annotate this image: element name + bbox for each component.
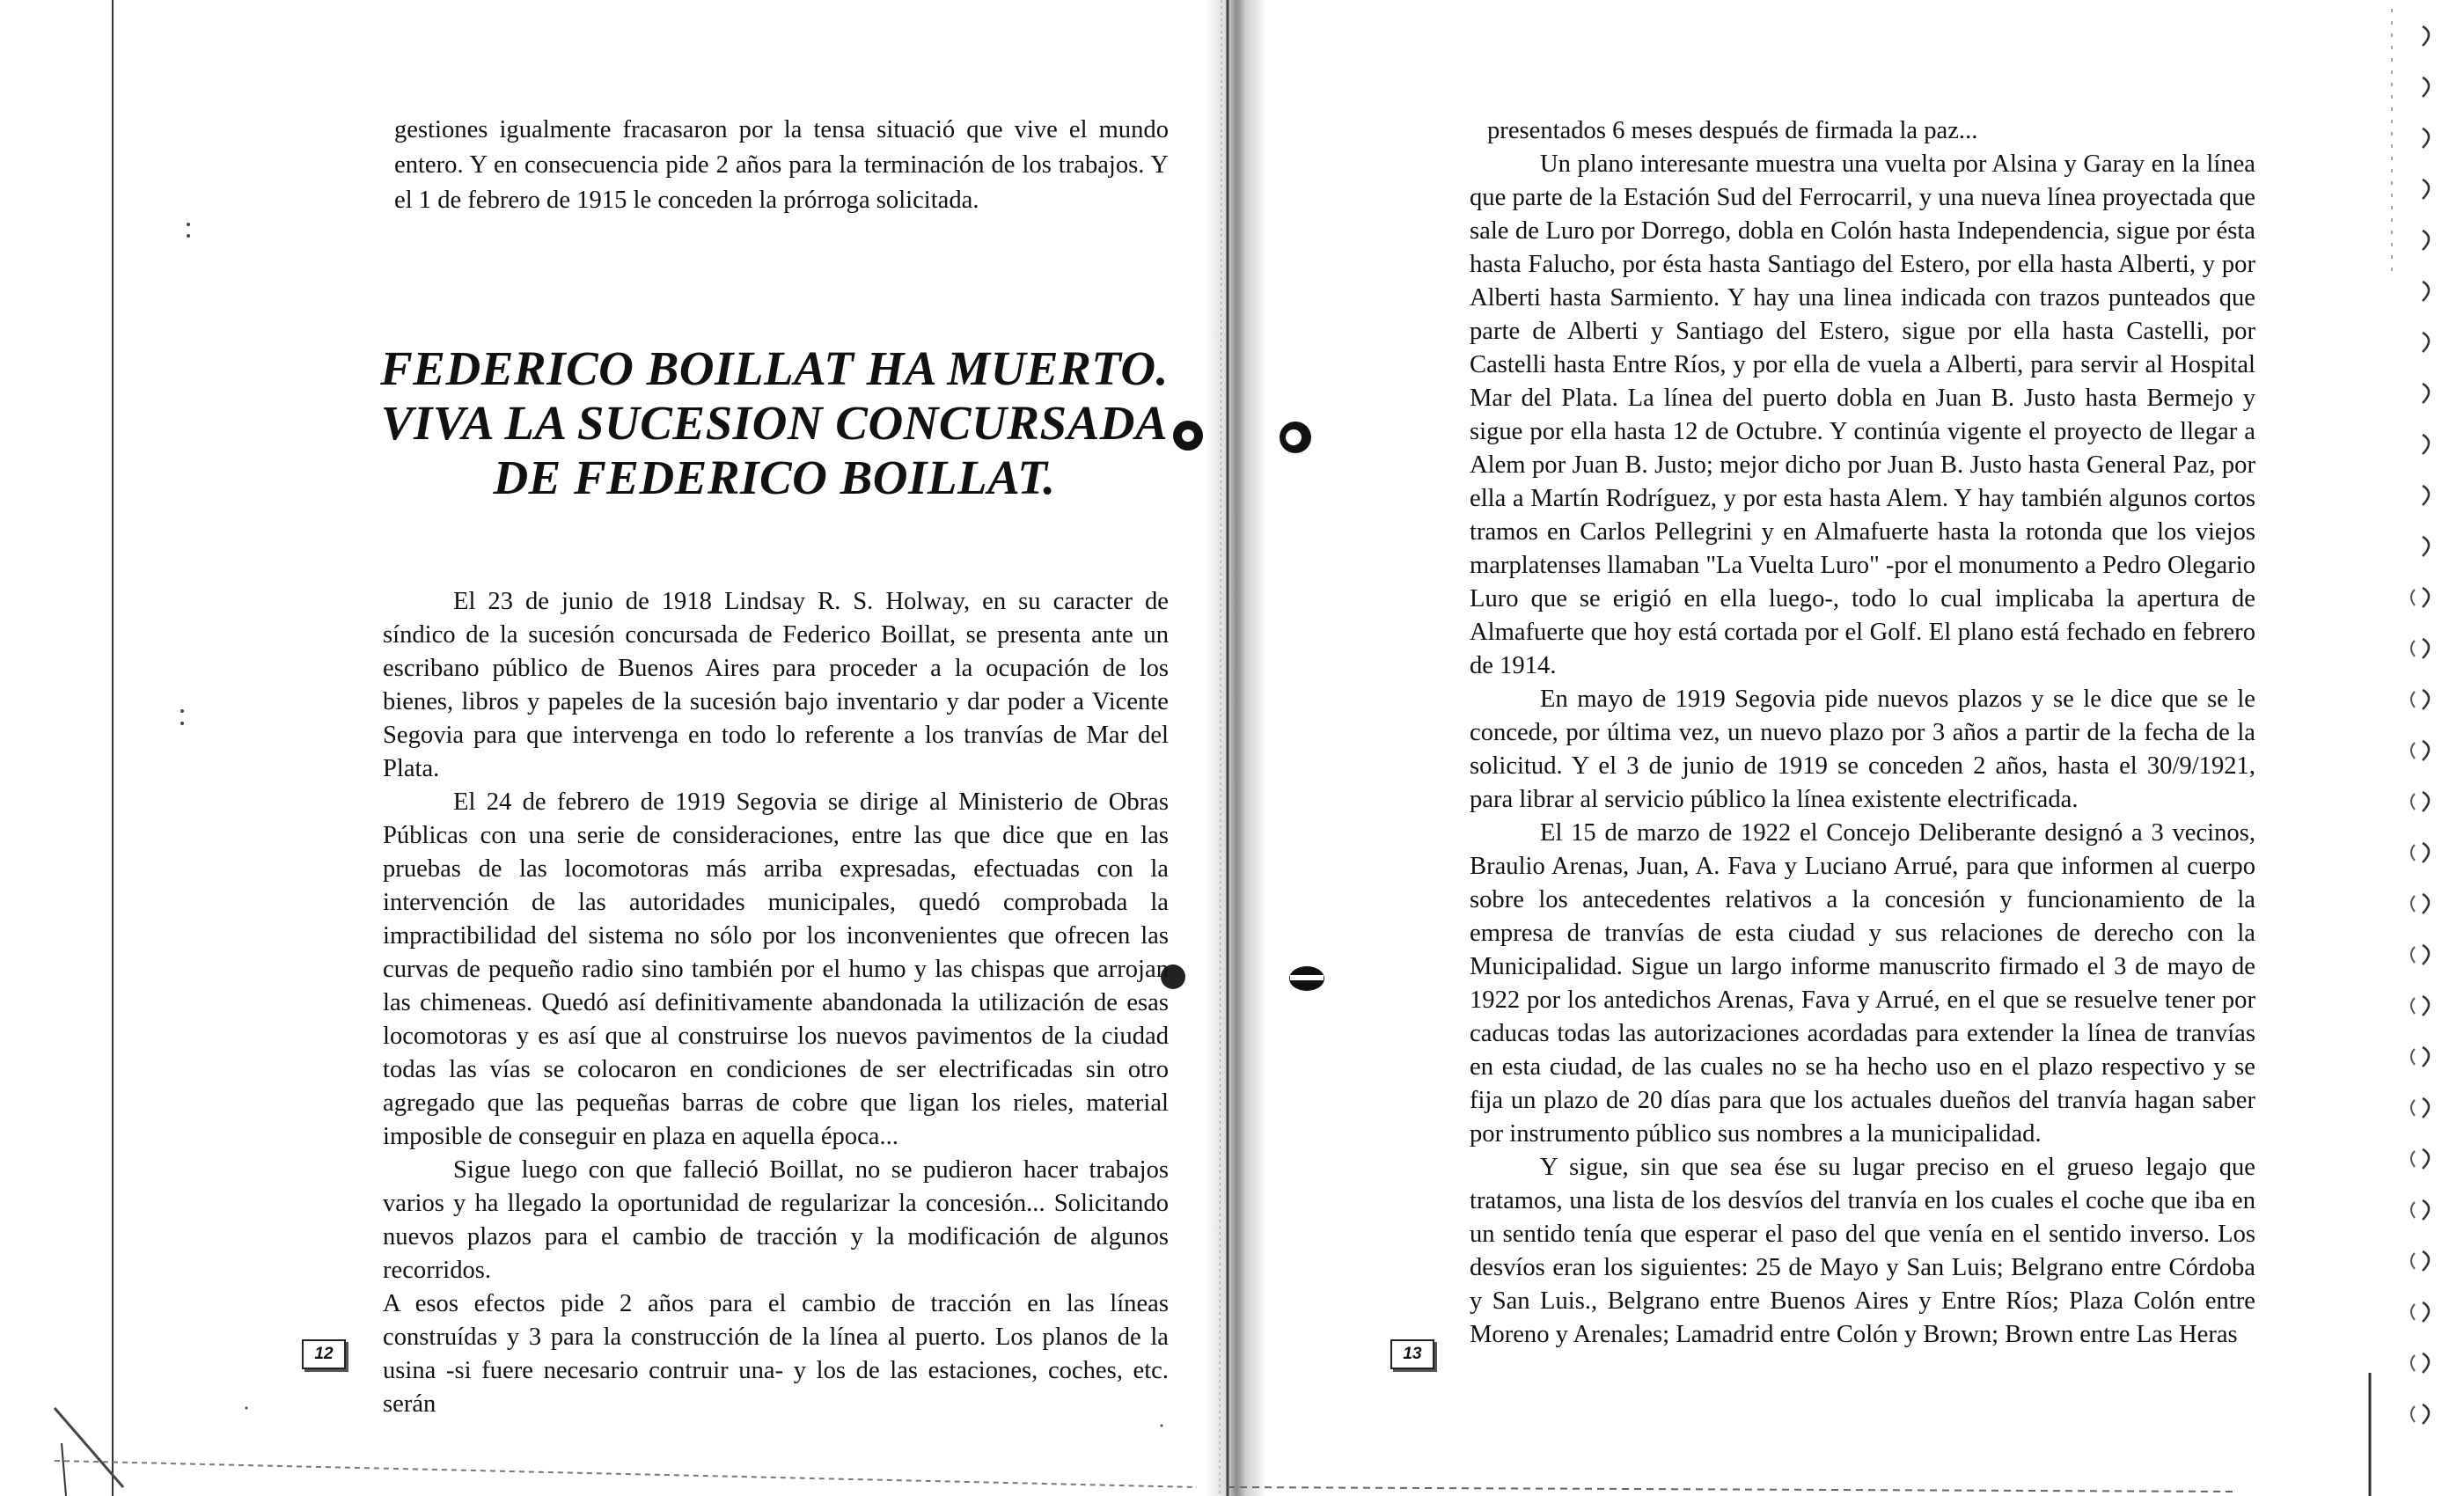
binding-ring-mark bbox=[2423, 1353, 2429, 1373]
binding-ring-mark bbox=[2423, 588, 2429, 607]
paragraph: El 23 de junio de 1918 Lindsay R. S. Holway, en su caracter de síndico de la sucesión concursada de Federico Boillat, se presenta ante un escribano público de Buenos Aires para proceder a la ocupación de los bienes, libros y papeles de la sucesión bajo inventario y dar poder a Vicente Segovia para que intervenga en todo lo referente a los tranvías de Mar del Plata. bbox=[383, 588, 1169, 782]
binding-ring-mark bbox=[2423, 1302, 2429, 1322]
paragraph: El 15 de marzo de 1922 el Concejo Deliberante designó a 3 vecinos, Braulio Arenas, Juan, A. Fava y Luciano Arrué, para que informen al cuerpo sobre los antecedentes relativos a la concesión y funcionamiento de la empresa de tranvías de esta ciudad y sus relaciones de derecho con la Municipalidad. Sigue un largo informe manuscrito firmado el 3 de mayo de 1922 por los antedichos Arenas, Fava y Arrué, en el que se resuelve tener por caducas todas las autorizaciones acordadas para extender la línea de tranvías en esta ciudad, de las cuales no se ha hecho uso en el plazo respectivo y se fija un plazo de 20 días para que los actuales dueños del tranvía hagan saber por instrumento público sus nombres a la municipalidad. bbox=[1470, 819, 2255, 1148]
paragraph: presentados 6 meses después de firmada la paz... bbox=[1487, 117, 1978, 144]
binding-ring-mark bbox=[2411, 1202, 2415, 1218]
binding-ring-mark bbox=[2411, 1049, 2415, 1065]
binding-ring-mark bbox=[2411, 1304, 2415, 1320]
binding-ring-mark bbox=[2411, 1100, 2415, 1116]
binding-ring-mark bbox=[2411, 1355, 2415, 1371]
binding-ring-mark bbox=[2423, 1149, 2429, 1169]
binding-ring-mark bbox=[2423, 996, 2429, 1016]
binding-ring-mark bbox=[2423, 894, 2429, 913]
binding-ring-mark bbox=[2423, 1098, 2429, 1118]
binding-ring-mark bbox=[2411, 896, 2415, 912]
heading-line: FEDERICO BOILLAT HA MUERTO. bbox=[380, 341, 1169, 395]
binding-rings bbox=[2374, 9, 2453, 1496]
binding-ring-mark bbox=[2411, 1253, 2415, 1269]
paragraph: Y sigue, sin que sea ése su lugar preciso en el grueso legajo que tratamos, una lista de los desvíos del tranvía en los cuales el coche que iba en un sentido tenía que esperar el paso del que venía en el sentido inverso. Los desvíos eran los siguientes: 25 de Mayo y San Luis; Belgrano entre Córdoba y San Luis., Belgrano entre Buenos Aires y Entre Ríos; Plaza Colón entre Moreno y Arenales; Lamadrid entre Colón y Brown; Brown entre Las Heras bbox=[1470, 1154, 2255, 1348]
binding-ring-mark bbox=[2423, 282, 2429, 301]
binding-ring-mark bbox=[2411, 743, 2415, 759]
heading-line: VIVA LA SUCESION CONCURSADA bbox=[380, 396, 1169, 450]
binding-ring-mark bbox=[2411, 692, 2415, 708]
left-page-body bbox=[383, 585, 1169, 1421]
page-number: 13 bbox=[1390, 1339, 1434, 1369]
binding-ring-mark bbox=[2423, 945, 2429, 964]
binding-ring-mark bbox=[2423, 792, 2429, 811]
left-page bbox=[0, 0, 1228, 1496]
binding-ring-mark bbox=[2411, 1406, 2415, 1422]
binding-ring-mark bbox=[2411, 845, 2415, 861]
binding-ring-mark bbox=[2411, 947, 2415, 963]
binding-ring-mark bbox=[2423, 231, 2429, 250]
paragraph: gestiones igualmente fracasaron por la tensa situació que vive el mundo entero. Y en consecuencia pide 2 años para la terminación de los trabajos. Y el 1 de febrero de 1915 le conceden la prórroga solicitada. bbox=[394, 116, 1169, 214]
binding-ring-mark bbox=[2423, 486, 2429, 505]
binding-ring-mark bbox=[2423, 1200, 2429, 1220]
paragraph: En mayo de 1919 Segovia pide nuevos plazos y se le dice que se le concede, por última vez, un nuevo plazo por 3 años a partir de la fecha de la solicitud. Y el 3 de junio de 1919 se conceden 2 años, hasta el 30/9/1921, para librar al servicio público la línea existente electrificada. bbox=[1470, 686, 2255, 813]
binding-ring-mark bbox=[2423, 741, 2429, 760]
binding-ring-mark bbox=[2423, 26, 2429, 46]
paragraph: Un plano interesante muestra una vuelta por Alsina y Garay en la línea que parte de la Estación Sud del Ferrocarril, y una nueva línea proyectada que sale de Luro por Dorrego, dobla en Colón hasta Independencia, sigue por ésta hasta Falucho, por ésta hasta Santiago del Estero, por ella hasta Alberti, y por Alberti hasta Sarmiento. Y hay una linea indicada con trazos punteados que parte de Alberti y Santiago del Estero, sigue por ella hasta Castelli, por Castelli hasta Entre Ríos, y por ella de vuela a Alberti, para servir al Hospital Mar del Plata. La línea del puerto dobla en Juan B. Justo hasta Bermejo y sigue por ella hasta 12 de Octubre. Y continúa vigente el proyecto de llegar a Alem por Juan B. Justo; mejor dicho por Juan B. Justo hasta General Paz, por ella a Martín Rodríguez, y por esta hasta Alem. Y hay también algunos cortos tramos en Carlos Pellegrini y en Almafuerte hasta la rotonda que los viejos marplatenses llamaban "La Vuelta Luro" -por el monumento a Pedro Olegario Luro que se erigió en ella luego-, todo lo cual implicaba la apertura de Almafuerte que hoy está cortada por el Golf. El plano está fechado en febrero de 1914. bbox=[1470, 150, 2255, 679]
binding-ring-mark bbox=[2411, 998, 2415, 1014]
binding-ring-mark bbox=[2423, 128, 2429, 148]
paragraph: A esos efectos pide 2 años para el cambio de tracción en las líneas construídas y 3 para la construcción de la línea al puerto. Los planos de la usina -si fuere necesario contruir una- y los de las estaciones, coches, etc. serán bbox=[383, 1290, 1169, 1418]
binding-ring-mark bbox=[2423, 639, 2429, 658]
punch-hole bbox=[1289, 966, 1324, 991]
binding-ring-mark bbox=[2423, 843, 2429, 862]
binding-ring-mark bbox=[2411, 1151, 2415, 1167]
right-page-body bbox=[1470, 114, 2255, 1352]
binding-ring-mark bbox=[2423, 690, 2429, 709]
page-number: 12 bbox=[302, 1339, 346, 1369]
binding-ring-mark bbox=[2423, 1047, 2429, 1067]
paragraph: El 24 de febrero de 1919 Segovia se dirige al Ministerio de Obras Públicas con una serie de consideraciones, entre las que dice que en las pruebas de las locomotoras más arriba expresadas, efectuadas con la intervención de las autoridades municipales, quedó comprobada la impractibilidad del sistema no sólo por los inconvenientes que ofrecen las curvas de pequeño radio sino también por el humo y las chispas que arrojan las chimeneas. Quedó así definitivamente abandonada la utilización de esas locomotoras y es así que al construirse los nuevos pavimentos de la ciudad todas las vías se colocaron en condiciones de ser electrificadas sin otro agregado que las pequeñas barras de cobre que ligan los rieles, material imposible de conseguir en plaza en aquella época... bbox=[383, 788, 1169, 1150]
binding-ring-mark bbox=[2411, 590, 2415, 605]
punch-hole bbox=[1280, 422, 1311, 453]
binding-ring-mark bbox=[2423, 333, 2429, 352]
binding-ring-mark bbox=[2411, 794, 2415, 810]
binding-ring-mark bbox=[2423, 1251, 2429, 1271]
heading-line: DE FEDERICO BOILLAT. bbox=[493, 451, 1056, 504]
paragraph: Sigue luego con que falleció Boillat, no se pudieron hacer trabajos varios y ha llegado la oportunidad de regularizar la concesión... Solicitando nuevos plazos para el cambio de tracción y la modificación de algunos recorridos. bbox=[383, 1156, 1169, 1284]
binding-ring-mark bbox=[2423, 384, 2429, 403]
binding-ring-mark bbox=[2423, 435, 2429, 454]
binding-ring-mark bbox=[2423, 180, 2429, 199]
binding-ring-mark bbox=[2411, 641, 2415, 656]
chapter-heading bbox=[378, 341, 1170, 505]
binding-ring-mark bbox=[2423, 1404, 2429, 1424]
intro-text bbox=[394, 113, 1169, 218]
binding-ring-mark bbox=[2423, 537, 2429, 556]
binding-ring-mark bbox=[2423, 77, 2429, 97]
